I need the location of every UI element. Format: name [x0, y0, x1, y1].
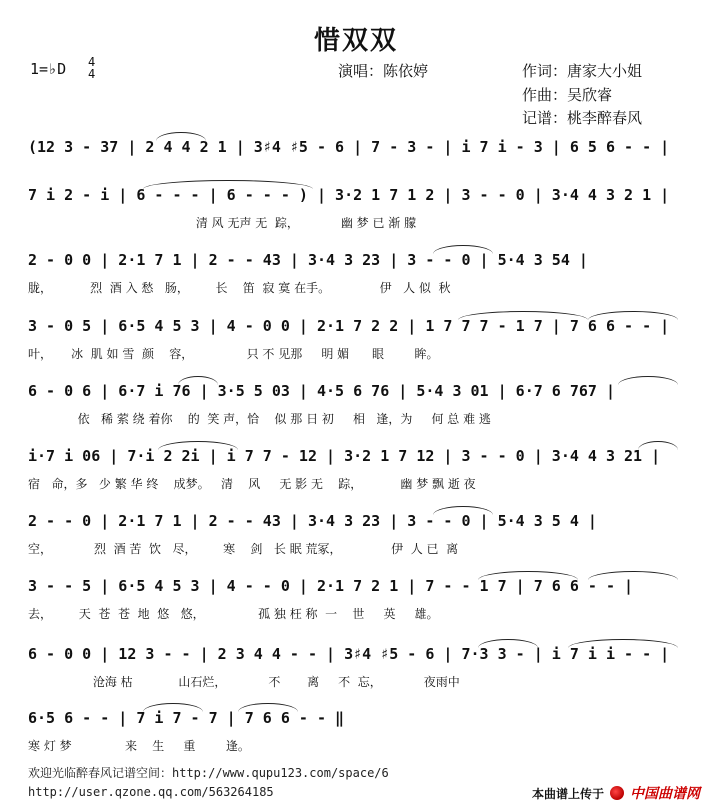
notation-line: 3 - 0 5 | 6·5 4 5 3 | 4 - 0 0 | 2·1 7 2 2 | 1 7 7 7 - 1 7 | 7 6 6 - - |	[28, 317, 670, 335]
lyrics-line: 依 稀 萦 绕 着你 的 笑 声，恰 似 那 日 初 相 逢，为 何 总 难 逃	[28, 412, 491, 426]
score-row	[28, 512, 688, 558]
upload-label: 本曲谱上传于	[531, 786, 604, 801]
notation-line: 2 - 0 0 | 2·1 7 1 | 2 - - 43 | 3·4 3 23 | 3 - - 0 | 5·4 3 54 |	[28, 251, 588, 269]
slur-mark	[433, 506, 493, 515]
slur-mark	[478, 639, 538, 648]
lyrics-line: 空， 烈 酒 苦 饮 尽， 寒 剑 长 眠 荒冢， 伊 人 已 离	[28, 542, 459, 556]
slur-mark	[143, 703, 203, 712]
notation-line: 6 - 0 6 | 6·7 i 76 | 3·5 5 03 | 4·5 6 76 | 5·4 3 01 | 6·7 6 767 |	[28, 382, 615, 400]
score-row	[28, 709, 688, 755]
slur-mark	[238, 703, 298, 712]
notation-line: (12 3 - 37 | 2 4 4 2 1 | 3♯4 ♯5 - 6 | 7 - 3 - | i 7 i - 3 | 6 5 6 - - |	[28, 138, 670, 156]
slur-mark	[458, 311, 588, 320]
footer-qzone-link[interactable]: http://user.qzone.qq.com/563264185	[28, 785, 274, 799]
composer-credit: 作曲：吴欣睿	[522, 85, 613, 104]
lyrics-line	[28, 166, 688, 184]
slur-mark	[478, 571, 578, 580]
score-row	[28, 447, 688, 493]
lyrics-line: 宿 命，多 少 繁 华 终 成梦。 清 风 无 影 无 踪， 幽 梦 飘 逝 夜	[28, 477, 476, 491]
singer-credit: 演唱：陈依婷	[338, 62, 429, 80]
score-row	[28, 138, 688, 184]
lyrics-line: 沧海 枯 山石烂， 不 离 不 忘， 夜雨中	[28, 675, 460, 689]
score-row	[28, 186, 688, 232]
score-title: 惜双双	[313, 26, 398, 56]
site-logo-text[interactable]: 中国曲谱网	[630, 786, 700, 802]
slur-mark	[618, 376, 678, 385]
score-row	[28, 317, 688, 363]
score-row	[28, 577, 688, 623]
key-signature: 1=♭D	[30, 60, 67, 78]
meter-bottom: 4	[88, 67, 96, 81]
site-logo-icon	[610, 786, 624, 800]
score-row	[28, 382, 688, 428]
notation-line: 6·5 6 - - | 7 i 7 - 7 | 7 6 6 - - ‖	[28, 709, 345, 727]
notation-line: 7 i 2 - i | 6 - - - | 6 - - - ) | 3·2 1 7 1 2 | 3 - - 0 | 3·4 4 3 2 1 |	[28, 186, 670, 204]
lyrics-line: 叶， 冰 肌 如 雪 颜 容， 只 不 见那 明 媚 眼 眸。	[28, 347, 439, 361]
footer-links	[28, 764, 389, 802]
upload-badge	[532, 783, 700, 803]
notation-line: 2 - - 0 | 2·1 7 1 | 2 - - 43 | 3·4 3 23 | 3 - - 0 | 5·4 3 5 4 |	[28, 512, 597, 530]
lyrics-line: 胧， 烈 酒 入 愁 肠， 长 笛 寂 寞 在手。 伊 人 似 秋	[28, 281, 451, 295]
score-row	[28, 645, 688, 691]
slur-mark	[178, 376, 218, 385]
lyrics-line: 寒 灯 梦 来 生 重 逢。	[28, 739, 250, 753]
footer-space-link[interactable]: 欢迎光临醉春风记谱空间：http://www.qupu123.com/space/6	[28, 766, 389, 780]
slur-mark	[638, 441, 678, 450]
slur-mark	[588, 571, 678, 580]
notation-line: 3 - - 5 | 6·5 4 5 3 | 4 - - 0 | 2·1 7 2 1 | 7 - - 1 7 | 7 6 6 - - |	[28, 577, 634, 595]
score-row	[28, 251, 688, 297]
transcriber-credit: 记谱：桃李醉春风	[522, 109, 643, 127]
slur-mark	[588, 311, 678, 320]
lyrics-line: 清 风 无声 无 踪， 幽 梦 已 渐 朦	[28, 216, 417, 230]
lyrics-line: 去， 天 苍 苍 地 悠 悠， 孤 独 枉 称 一 世 英 雄。	[28, 607, 439, 621]
notation-line: i·7 i 06 | 7·i 2 2i | i 7 7 - 12 | 3·2 1 7 12 | 3 - - 0 | 3·4 4 3 21 |	[28, 447, 661, 465]
lyricist-credit: 作词：唐家大小姐	[522, 62, 643, 80]
time-signature	[88, 56, 95, 80]
slur-mark	[158, 441, 238, 450]
slur-mark	[433, 245, 493, 254]
credits-block	[522, 60, 642, 131]
slur-mark	[156, 132, 206, 141]
slur-mark	[568, 639, 678, 648]
meter-top: 4	[88, 55, 96, 69]
notation-line: 6 - 0 0 | 12 3 - - | 2 3 4 4 - - | 3♯4 ♯5 - 6 | 7·3 3 - | i 7 i i - - |	[28, 645, 670, 663]
